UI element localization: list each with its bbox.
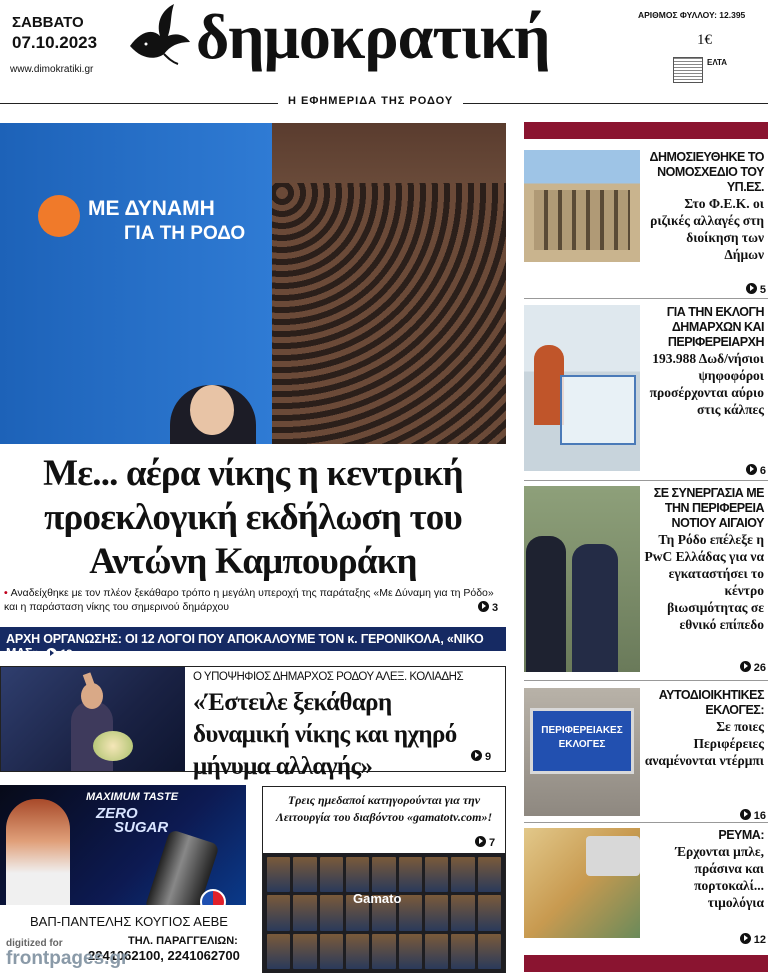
lead-summary [4, 586, 506, 614]
movie-poster [478, 934, 501, 969]
separator [524, 298, 768, 299]
page-ref[interactable]: 6 [746, 461, 766, 479]
page-arrow-icon [475, 836, 486, 847]
sidebar-text: ΔΗΜΟΣΙΕΥΘΗΚΕ ΤΟ ΝΟΜΟΣΧΕΔΙΟ ΤΟΥ ΥΠ.ΕΣ. Στο Φ.Ε.Κ. οι ριζικές αλλαγές στη διοίκηση των Δήμων [649, 150, 764, 262]
movie-poster [293, 895, 316, 930]
speaker-head [190, 385, 234, 435]
building-facade [534, 190, 630, 250]
page-ref[interactable]: 26 [740, 658, 766, 676]
bullet-icon: • [4, 587, 11, 599]
advert-slogan-2: ZERO [96, 805, 138, 822]
newspaper-title: δημοκρατική [196, 1, 550, 72]
movie-poster [399, 857, 422, 892]
elections-photo [524, 688, 640, 816]
advert-phones: 2241062100, 2241062700 [88, 948, 240, 963]
page-arrow-icon [478, 601, 489, 612]
ballot-photo [524, 305, 640, 471]
movie-poster [267, 934, 290, 969]
man-right [572, 544, 618, 672]
advert-model [6, 799, 70, 905]
story-kicker: Ο ΥΠΟΨΗΦΙΟΣ ΔΗΜΑΡΧΟΣ ΡΟΔΟΥ ΑΛΕΞ. ΚΟΛΙΑΔΗΣ [193, 671, 464, 683]
movie-poster [451, 895, 474, 930]
watermark-line-2: frontpages.gr [6, 948, 129, 969]
man-left [526, 536, 566, 672]
story-gamato[interactable] [262, 786, 506, 973]
tagline: Η ΕΦΗΜΕΡΙΔΑ ΤΗΣ ΡΟΔΟΥ [278, 95, 463, 107]
movie-poster [293, 857, 316, 892]
movie-poster [320, 857, 343, 892]
movie-poster [425, 934, 448, 969]
lead-summary-text: Αναδείχθηκε με τον πλέον ξεκάθαρο τρόπο η μεγάλη υπεροχή της παράταξης «Με Δύναμη για τη Ρόδο» και η παράσταση νίκης του σημερινού δημάρχου [4, 587, 494, 613]
movie-poster [425, 895, 448, 930]
watermark-line-1: digitized for [6, 938, 63, 949]
crowd [272, 183, 506, 444]
sidebar-item-power[interactable] [524, 828, 768, 944]
sidebar-bottom-bar [524, 955, 768, 972]
page-arrow-icon [746, 464, 757, 475]
movie-poster [346, 857, 369, 892]
secondary-headline-bar[interactable]: ΑΡΧΗ ΟΡΓΑΝΩΣΗΣ: ΟΙ 12 ΛΟΓΟΙ ΠΟΥ ΑΠΟΚΑΛΟΥΜΕ ΤΟΝ κ. ΓΕΡΟΝΙΚΟΛΑ, «ΝΙΚΟ ΜΑΣ» 13 [0, 627, 506, 651]
sidebar-text: ΡΕΥΜΑ: Έρχονται μπλε, πράσινα και πορτοκαλί... τιμολόγια [675, 828, 764, 910]
barcode-icon [673, 57, 703, 83]
advert-company: ΒΑΠ-ΠΑΝΤΕΛΗΣ ΚΟΥΓΙΟΣ ΑΕΒΕ [30, 914, 228, 929]
story-headline: «Έστειλε ξεκάθαρη δυναμική νίκης και ηχηρό μήνυμα αλλαγής» [193, 689, 457, 780]
price: 1€ [697, 32, 712, 48]
koliadis-photo [1, 667, 185, 771]
backdrop-banner [38, 191, 250, 265]
publication-day: ΣΑΒΒΑΤΟ [12, 14, 84, 31]
candidate-head [81, 683, 103, 709]
party-logo-icon [38, 195, 80, 237]
movie-poster [320, 895, 343, 930]
dove-logo-icon [122, 2, 192, 72]
publication-date: 07.10.2023 [12, 33, 98, 52]
page-arrow-icon [746, 283, 757, 294]
separator [524, 822, 768, 823]
website-link[interactable]: www.dimokratiki.gr [10, 64, 94, 75]
lead-headline[interactable]: Με... αέρα νίκης η κεντρική προεκλογική εκδήλωση του Αντώνη Καμπουράκη [43, 453, 463, 582]
page-ref[interactable]: 5 [746, 280, 766, 298]
lead-photo[interactable] [0, 123, 506, 444]
movie-poster [372, 934, 395, 969]
movie-poster [478, 895, 501, 930]
sidebar-item-voters[interactable] [524, 305, 768, 477]
page-ref[interactable]: 12 [740, 930, 766, 948]
town-hall-photo [524, 150, 640, 262]
secondary-headline-text: ΑΡΧΗ ΟΡΓΑΝΩΣΗΣ: ΟΙ 12 ΛΟΓΟΙ ΠΟΥ ΑΠΟΚΑΛΟΥΜΕ ΤΟΝ κ. ΓΕΡΟΝΙΚΟΛΑ, «ΝΙΚΟ ΜΑΣ» [6, 632, 484, 660]
page-arrow-icon [740, 809, 751, 820]
sidebar-item-nomosxedio[interactable] [524, 150, 768, 294]
movie-poster [399, 934, 422, 969]
movie-poster [293, 934, 316, 969]
page-ref[interactable]: 7 [475, 833, 495, 851]
sidebar-text: ΓΙΑ ΤΗΝ ΕΚΛΟΓΗ ΔΗΜΑΡΧΩΝ ΚΑΙ ΠΕΡΙΦΕΡΕΙΑΡΧΗ 193.988 Δωδ/νήσιοι ψηφοφόροι προσέρχονται αύριο στις κάλπες [649, 305, 764, 417]
gamato-screenshot [263, 853, 505, 973]
story-koliadis[interactable] [0, 666, 506, 780]
movie-poster [372, 857, 395, 892]
flowers [93, 731, 133, 761]
movie-poster [346, 934, 369, 969]
issue-number: ΑΡΙΘΜΟΣ ΦΥΛΛΟΥ: 12.395 [638, 10, 746, 20]
gamato-logo: Gamato [353, 891, 402, 906]
advert-slogan-3: SUGAR [114, 819, 169, 836]
banknotes-photo [524, 828, 640, 938]
sidebar-text: ΣΕ ΣΥΝΕΡΓΑΣΙΑ ΜΕ ΤΗΝ ΠΕΡΙΦΕΡΕΙΑ ΝΟΤΙΟΥ ΑΙΓΑΙΟΥ Τη Ρόδο επέλεξε η PwC Ελλάδας για να εγκαταστήσει το κέντρο βιωσιμότητας σε εθνικό επίπεδο [644, 486, 764, 632]
banner-line-2: ΓΙΑ ΤΗ ΡΟΔΟ [124, 223, 246, 244]
page-ref[interactable]: 3 [478, 598, 498, 616]
ballot-box [560, 375, 636, 445]
gamato-text: Τρεις ημεδαποί κατηγορούνται για την Λειτουργία του διαβόντου «gamatotv.com»! [275, 793, 493, 824]
banner-line-1: ΜΕ ΔΥΝΑΜΗ [88, 197, 215, 220]
sidebar-item-pwc[interactable] [524, 486, 768, 674]
movie-poster [451, 934, 474, 969]
page-arrow-icon [740, 933, 751, 944]
movie-poster [267, 895, 290, 930]
elections-sign [530, 708, 634, 774]
sidebar-top-bar [524, 122, 768, 139]
movie-poster [320, 934, 343, 969]
page-arrow-icon [46, 648, 57, 659]
separator [524, 680, 768, 681]
page-arrow-icon [740, 661, 751, 672]
movie-poster [451, 857, 474, 892]
sidebar-item-elections[interactable] [524, 688, 768, 822]
movie-poster [425, 857, 448, 892]
page-arrow-icon [471, 750, 482, 761]
advert-visual [0, 785, 246, 905]
page-ref[interactable]: 9 [471, 747, 491, 765]
movie-poster [399, 895, 422, 930]
advert-phone-label: ΤΗΛ. ΠΑΡΑΓΓΕΛΙΩΝ: [128, 935, 238, 947]
movie-poster [267, 857, 290, 892]
advert-slogan-1: MAXIMUM TASTE [86, 791, 179, 803]
postal-logo: ΕΛΤΑ [707, 58, 728, 67]
movie-poster [478, 857, 501, 892]
page-ref[interactable]: 16 [740, 806, 766, 824]
pwc-photo [524, 486, 640, 672]
electric-meter [586, 836, 640, 876]
sign-line-1: ΠΕΡΙΦΕΡΕΙΑΚΕΣ [541, 725, 623, 736]
sidebar-text: ΑΥΤΟΔΙΟΙΚΗΤΙΚΕΣ ΕΚΛΟΓΕΣ: Σε ποιες Περιφέρειες αναμένονται ντέρμπι [644, 688, 764, 768]
separator [524, 480, 768, 481]
sign-line-2: ΕΚΛΟΓΕΣ [558, 739, 606, 750]
